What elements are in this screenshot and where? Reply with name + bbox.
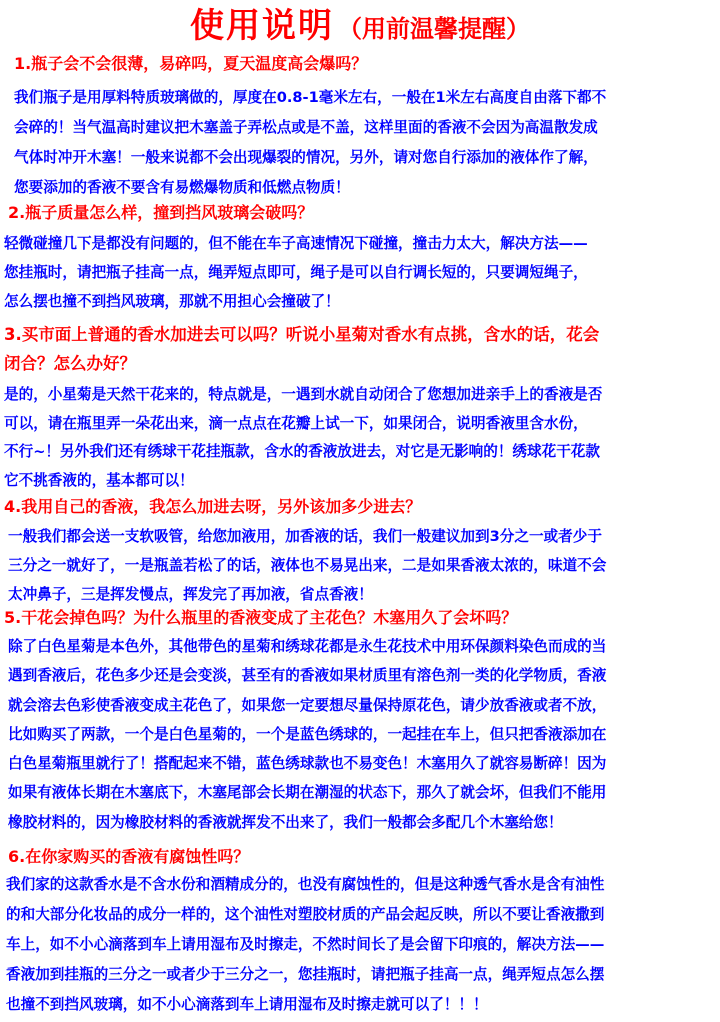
question-2: 2.瓶子质量怎么样，撞到挡风玻璃会破吗？	[8, 203, 314, 222]
answer-line: 车上，如不小心滴落到车上请用湿布及时擦走，不然时间长了是会留下印痕的，解决方法——	[6, 936, 605, 953]
answer-line: 橡胶材料的，因为橡胶材料的香液就挥发不出来了，我们一般都会多配几个木塞给您！	[8, 813, 563, 831]
answer-line: 一般我们都会送一支软吸管，给您加液用，加香液的话，我们一般建议加到3分之一或者少于	[8, 528, 602, 545]
answer-line: 香液加到挂瓶的三分之一或者少于三分之一，您挂瓶时，请把瓶子挂高一点，绳弄短点怎么摆	[6, 966, 605, 983]
answer-line: 您挂瓶时，请把瓶子挂高一点，绳弄短点即可，绳子是可以自行调长短的，只要调短绳子，	[4, 264, 588, 281]
question-5: 5.干花会掉色吗？为什么瓶里的香液变成了主花色？木塞用久了会坏吗？	[4, 608, 518, 627]
question-line: 闭合？怎么办好？	[4, 354, 136, 373]
answer-line: 如果有液体长期在木塞底下，木塞尾部会长期在潮湿的状态下，那久了就会坏，但我们不能用	[8, 784, 607, 802]
question-3	[4, 320, 599, 378]
title-row	[0, 0, 720, 46]
answer-line: 我们家的这款香水是不含水份和酒精成分的，也没有腐蚀性的，但是这种透气香水是含有油性	[6, 876, 605, 893]
page-subtitle: （用前温馨提醒）	[338, 15, 530, 43]
answer-line: 就会溶去色彩使香液变成主花色了，如果您一定要想尽量保持原花色，请少放香液或者不放，	[8, 696, 607, 714]
question-6: 6.在你家购买的香液有腐蚀性吗？	[8, 847, 250, 866]
answer-3	[4, 381, 602, 495]
answer-line: 不行~！另外我们还有绣球干花挂瓶款，含水的香液放进去，对它是无影响的！绣球花干花款	[4, 443, 600, 460]
answer-line: 三分之一就好了，一是瓶盖若松了的话，液体也不易晃出来，二是如果香液太浓的，味道不会	[8, 557, 607, 574]
answer-line: 是的，小星菊是天然干花来的，特点就是，一遇到水就自动闭合了您想加进亲手上的香液是否	[4, 386, 603, 403]
answer-1	[14, 83, 606, 203]
page-title: 使用说明	[190, 6, 334, 46]
answer-line: 气体时冲开木塞！一般来说都不会出现爆裂的情况，另外，请对您自行添加的液体作了解，	[14, 149, 598, 166]
answer-6	[6, 870, 604, 1020]
answer-line: 太冲鼻子，三是挥发慢点，挥发完了再加液，省点香液！	[8, 586, 373, 603]
answer-5	[8, 632, 606, 837]
answer-line: 的和大部分化妆品的成分一样的，这个油性对塑胶材质的产品会起反映，所以不要让香液撒到	[6, 906, 605, 923]
answer-line: 比如购买了两款，一个是白色星菊的，一个是蓝色绣球的，一起挂在车上，但只把香液添加在	[8, 725, 607, 743]
answer-line: 也撞不到挡风玻璃，如不小心滴落到车上请用湿布及时擦走就可以了！！！	[6, 996, 488, 1013]
question-1: 1.瓶子会不会很薄，易碎吗，夏天温度高会爆吗？	[14, 54, 368, 73]
answer-line: 轻微碰撞几下是都没有问题的，但不能在车子高速情况下碰撞，撞击力太大，解决方法——	[4, 235, 588, 252]
answer-line: 您要添加的香液不要含有易燃爆物质和低燃点物质！	[14, 179, 350, 196]
answer-line: 我们瓶子是用厚料特质玻璃做的，厚度在0.8-1毫米左右，一般在1米左右高度自由落下都不	[14, 89, 607, 106]
answer-line: 它不挑香液的，基本都可以！	[4, 471, 194, 489]
answer-line: 遇到香液后，花色多少还是会变淡，甚至有的香液如果材质里有溶色剂一类的化学物质，香液	[8, 667, 607, 685]
answer-line: 可以，请在瓶里弄一朵花出来，滴一点点在花瓣上试一下，如果闭合，说明香液里含水份，	[4, 414, 588, 432]
answer-4	[8, 522, 606, 609]
answer-2	[4, 229, 588, 316]
question-4: 4.我用自己的香液，我怎么加进去呀，另外该加多少进去？	[4, 497, 422, 516]
question-line: 3.买市面上普通的香水加进去可以吗？听说小星菊对香水有点挑，含水的话，花会	[4, 325, 600, 344]
answer-line: 白色星菊瓶里就行了！搭配起来不错，蓝色绣球款也不易变色！木塞用久了就容易断碎！因为	[8, 755, 607, 773]
answer-line: 会碎的！当气温高时建议把木塞盖子弄松点或是不盖，这样里面的香液不会因为高温散发成	[14, 119, 598, 136]
answer-line: 怎么摆也撞不到挡风玻璃，那就不用担心会撞破了！	[4, 293, 340, 310]
answer-line: 除了白色星菊是本色外，其他带色的星菊和绣球花都是永生花技术中用环保颜料染色而成的当	[8, 638, 607, 655]
